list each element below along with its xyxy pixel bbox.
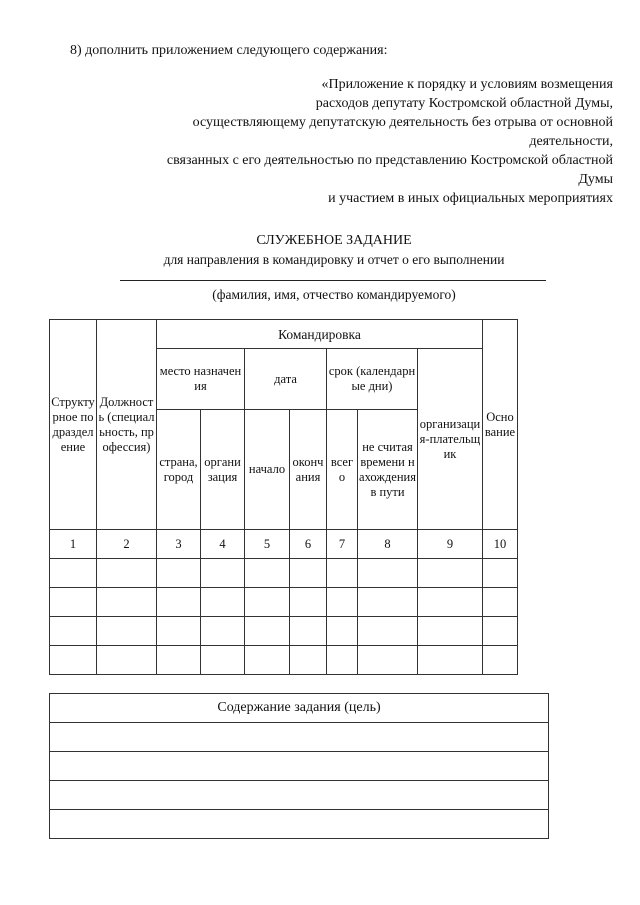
header-term: срок (календарные дни)	[327, 349, 418, 410]
table-cell[interactable]	[483, 646, 518, 675]
column-number: 2	[97, 530, 157, 559]
table-cell[interactable]	[245, 646, 290, 675]
column-number: 6	[290, 530, 327, 559]
table-cell[interactable]	[50, 646, 97, 675]
header-destination: место назначения	[157, 349, 245, 410]
table-row	[50, 617, 518, 646]
table-cell[interactable]	[418, 617, 483, 646]
table-cell[interactable]	[418, 588, 483, 617]
column-number: 1	[50, 530, 97, 559]
table-cell[interactable]	[157, 646, 201, 675]
table-cell[interactable]	[201, 617, 245, 646]
header-total: всего	[327, 410, 358, 530]
appendix-header-line: Думы	[578, 172, 613, 187]
table-cell[interactable]	[50, 559, 97, 588]
table-cell[interactable]	[290, 617, 327, 646]
table-cell[interactable]	[358, 646, 418, 675]
table-cell[interactable]	[418, 646, 483, 675]
task-content-body	[50, 723, 549, 839]
table-cell[interactable]	[50, 588, 97, 617]
header-date: дата	[245, 349, 327, 410]
table-row	[50, 588, 518, 617]
header-payer: организация-плательщик	[418, 349, 483, 530]
header-trip: Командировка	[157, 320, 483, 349]
column-number: 3	[157, 530, 201, 559]
header-excl-travel: не считая времени нахождения в пути	[358, 410, 418, 530]
table-cell[interactable]	[245, 588, 290, 617]
appendix-header-line: «Приложение к порядку и условиям возмещения	[321, 77, 613, 92]
table-row	[50, 723, 549, 752]
table-cell[interactable]	[358, 559, 418, 588]
table-cell[interactable]	[157, 588, 201, 617]
table-cell[interactable]	[201, 646, 245, 675]
table-cell[interactable]	[201, 559, 245, 588]
appendix-header-line: связанных с его деятельностью по представлению Костромской областной	[166, 153, 613, 168]
table-cell[interactable]	[97, 559, 157, 588]
header-basis: Основание	[483, 320, 518, 530]
table-cell[interactable]	[97, 646, 157, 675]
table-cell[interactable]	[201, 588, 245, 617]
table-cell[interactable]	[327, 617, 358, 646]
document-subtitle: для направления в командировку и отчет о его выполнении	[163, 252, 505, 267]
task-content-table	[49, 693, 549, 839]
table-cell[interactable]	[245, 617, 290, 646]
task-content-header: Содержание задания (цель)	[50, 694, 549, 723]
appendix-header-line: и участием в иных официальных мероприятиях	[328, 191, 613, 206]
name-fill-line	[120, 280, 546, 281]
table-cell[interactable]	[327, 646, 358, 675]
table-cell[interactable]	[358, 588, 418, 617]
header-struct-unit: Структурное подразделение	[50, 320, 97, 530]
table-cell[interactable]	[483, 588, 518, 617]
column-number: 5	[245, 530, 290, 559]
table-cell[interactable]	[483, 617, 518, 646]
task-content-cell[interactable]	[50, 810, 549, 839]
column-number: 9	[418, 530, 483, 559]
table-cell[interactable]	[483, 559, 518, 588]
table-row	[50, 781, 549, 810]
intro-paragraph: 8) дополнить приложением следующего содержания:	[70, 43, 388, 58]
task-content-cell[interactable]	[50, 752, 549, 781]
appendix-header-line: деятельности,	[529, 134, 613, 149]
table-row	[50, 810, 549, 839]
table-cell[interactable]	[290, 559, 327, 588]
column-number: 8	[358, 530, 418, 559]
table-cell[interactable]	[418, 559, 483, 588]
column-number-row	[50, 530, 518, 559]
header-country-city: страна, город	[157, 410, 201, 530]
column-number: 7	[327, 530, 358, 559]
table-cell[interactable]	[97, 588, 157, 617]
task-content-cell[interactable]	[50, 723, 549, 752]
table-cell[interactable]	[50, 617, 97, 646]
name-caption: (фамилия, имя, отчество командируемого)	[212, 287, 456, 302]
business-trip-table	[49, 319, 518, 675]
trip-table-body	[50, 559, 518, 675]
table-row	[50, 646, 518, 675]
header-position: Должность (специальность, профессия)	[97, 320, 157, 530]
table-cell[interactable]	[290, 588, 327, 617]
document-title: СЛУЖЕБНОЕ ЗАДАНИЕ	[256, 233, 412, 248]
table-cell[interactable]	[327, 588, 358, 617]
header-start: начало	[245, 410, 290, 530]
header-end: окончания	[290, 410, 327, 530]
task-content-cell[interactable]	[50, 781, 549, 810]
table-cell[interactable]	[327, 559, 358, 588]
table-row	[50, 752, 549, 781]
table-cell[interactable]	[157, 559, 201, 588]
column-number: 10	[483, 530, 518, 559]
table-cell[interactable]	[290, 646, 327, 675]
table-cell[interactable]	[245, 559, 290, 588]
appendix-header-line: расходов депутату Костромской областной Думы,	[315, 96, 613, 111]
column-number: 4	[201, 530, 245, 559]
appendix-header-line: осуществляющему депутатскую деятельность без отрыва от основной	[192, 115, 613, 130]
header-organization: организация	[201, 410, 245, 530]
table-cell[interactable]	[358, 617, 418, 646]
table-cell[interactable]	[157, 617, 201, 646]
appendix-header	[93, 75, 613, 208]
table-row	[50, 559, 518, 588]
table-cell[interactable]	[97, 617, 157, 646]
